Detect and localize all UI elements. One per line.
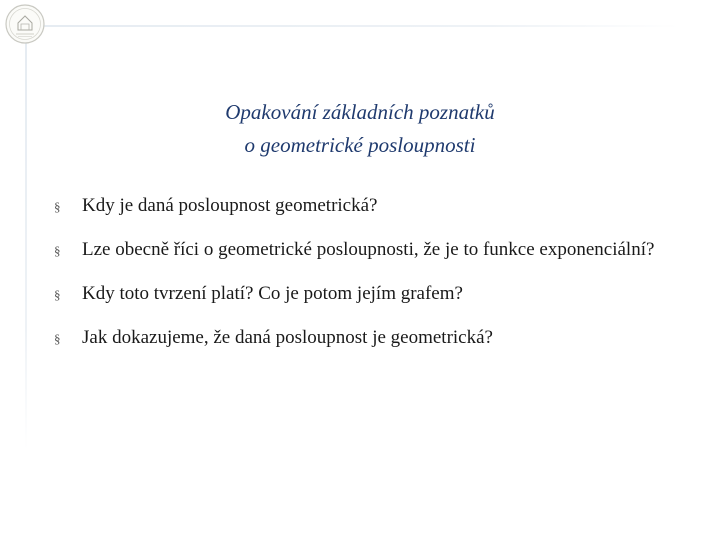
bullet-item bbox=[54, 281, 694, 306]
bullet-text: Lze obecně říci o geometrické posloupnosti, že je to funkce exponenciální? bbox=[82, 239, 655, 260]
left-rule bbox=[25, 40, 27, 450]
bullet-marker-icon: § bbox=[54, 331, 61, 346]
bullet-list bbox=[54, 193, 694, 369]
slide-title-line-2: o geometrické posloupnosti bbox=[244, 133, 476, 157]
bullet-text: Kdy toto tvrzení platí? Co je potom jejím grafem? bbox=[82, 283, 463, 304]
school-logo-icon bbox=[4, 3, 46, 45]
slide-title-line-1: Opakování základních poznatků bbox=[225, 100, 495, 124]
slide-title bbox=[60, 96, 660, 162]
bullet-item bbox=[54, 325, 694, 350]
top-rule bbox=[40, 25, 680, 27]
bullet-item bbox=[54, 237, 694, 262]
bullet-text: Jak dokazujeme, že daná posloupnost je geometrická? bbox=[82, 327, 493, 348]
bullet-marker-icon: § bbox=[54, 243, 61, 258]
bullet-marker-icon: § bbox=[54, 287, 61, 302]
bullet-marker-icon: § bbox=[54, 199, 61, 214]
bullet-item bbox=[54, 193, 694, 218]
bullet-text: Kdy je daná posloupnost geometrická? bbox=[82, 195, 378, 216]
